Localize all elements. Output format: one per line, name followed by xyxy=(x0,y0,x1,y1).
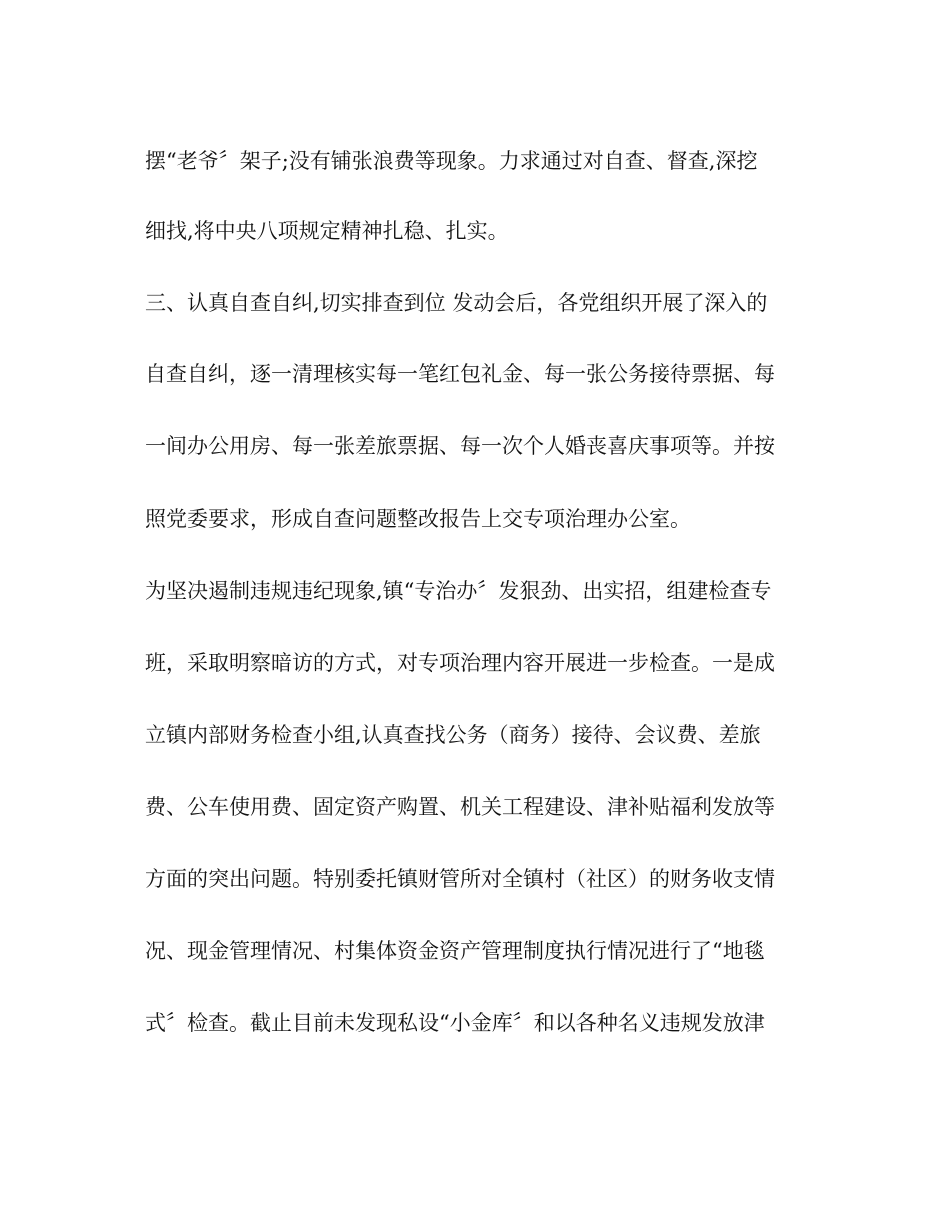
text-line-7: 为坚决遏制违规违纪现象,镇“专治办〞发狠劲、出实招，组建检查专 xyxy=(145,579,772,603)
text-line-13: 式〞检查。截止目前未发现私设“小金库〞和以各种名义违规发放津 xyxy=(145,1011,765,1035)
text-line-2: 细找,将中央八项规定精神扎稳、扎实。 xyxy=(145,219,509,243)
text-line-12: 况、现金管理情况、村集体资金资产管理制度执行情况进行了“地毯 xyxy=(145,939,765,963)
text-line-3: 三、认真自查自纠,切实排查到位 发动会后，各党组织开展了深入的 xyxy=(145,291,768,315)
text-line-5: 一间办公用房、每一张差旅票据、每一次个人婚丧喜庆事项等。并按 xyxy=(145,434,775,458)
text-line-10: 费、公车使用费、固定资产购置、机关工程建设、津补贴福利发放等 xyxy=(145,795,775,819)
text-line-11: 方面的突出问题。特别委托镇财管所对全镇村（社区）的财务收支情 xyxy=(145,867,775,891)
text-line-4: 自查自纠，逐一清理核实每一笔红包礼金、每一张公务接待票据、每 xyxy=(145,362,775,386)
text-line-1: 摆“老爷〞架子;没有铺张浪费等现象。力求通过对自查、督查,深挖 xyxy=(145,149,758,173)
text-line-9: 立镇内部财务检查小组,认真查找公务（商务）接待、会议费、差旅 xyxy=(145,723,761,747)
text-line-8: 班，采取明察暗访的方式，对专项治理内容开展进一步检查。一是成 xyxy=(145,651,775,675)
text-line-6: 照党委要求，形成自查问题整改报告上交专项治理办公室。 xyxy=(145,507,691,531)
